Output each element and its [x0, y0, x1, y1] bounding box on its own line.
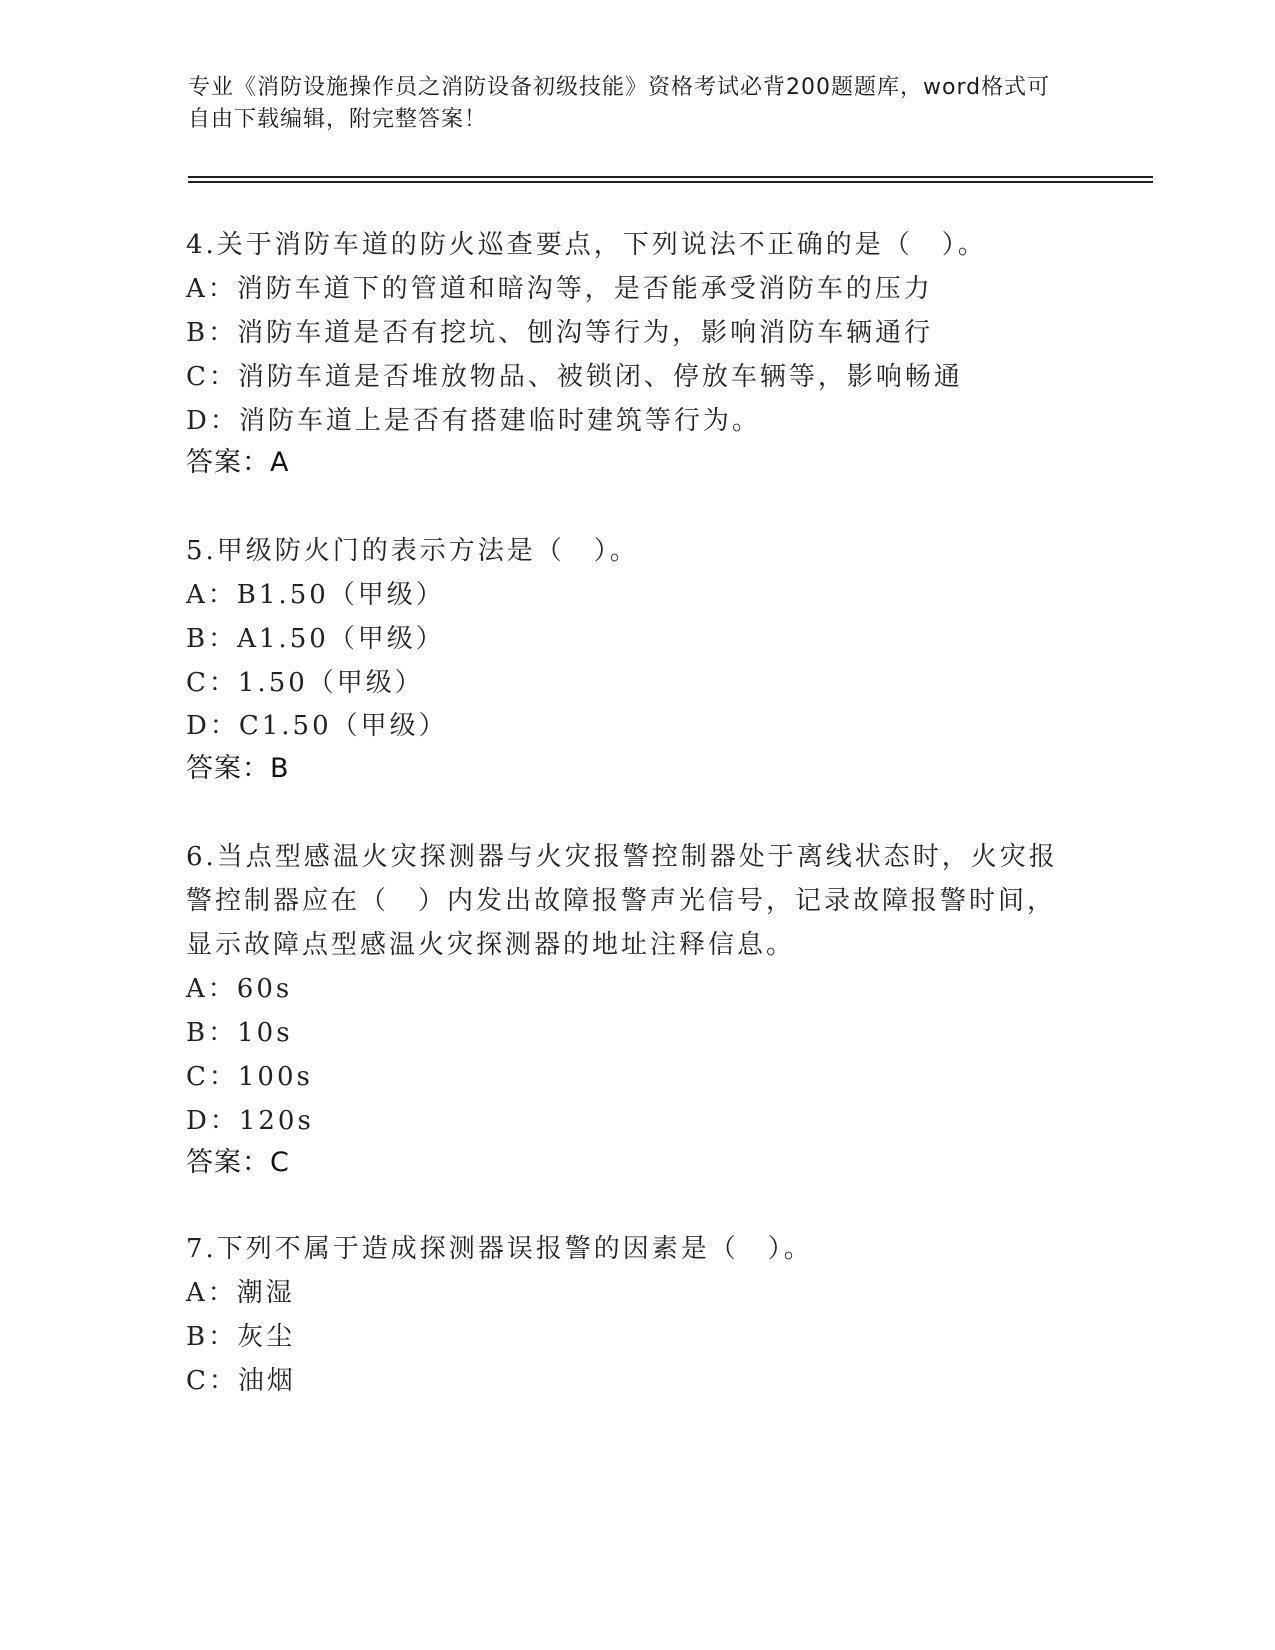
question-6-stem-line-3: 显示故障点型感温火灾探测器的地址注释信息。: [186, 930, 796, 960]
header-divider-top: [188, 176, 1153, 178]
question-4-option-c: C：消防车道是否堆放物品、被锁闭、停放车辆等，影响畅通: [186, 362, 963, 392]
question-5-option-d: D：C1.50（甲级）: [186, 711, 448, 741]
question-7-stem: 7.下列不属于造成探测器误报警的因素是（ ）。: [186, 1234, 813, 1264]
question-5-option-c: C：1.50（甲级）: [186, 668, 424, 698]
document-header: 专业《消防设施操作员之消防设备初级技能》资格考试必背200题题库，word格式可自由下载编辑，附完整答案！: [188, 75, 1051, 132]
question-4-stem: 4.关于消防车道的防火巡查要点，下列说法不正确的是（ ）。: [186, 230, 987, 260]
question-6-option-b: B：10s: [186, 1018, 293, 1048]
header-divider-bottom: [188, 181, 1153, 183]
question-6-option-c: C：100s: [186, 1062, 313, 1092]
question-4-option-b: B：消防车道是否有挖坑、刨沟等行为，影响消防车辆通行: [186, 318, 934, 348]
question-5-option-a: A：B1.50（甲级）: [186, 580, 445, 610]
question-5-answer: 答案：B: [186, 753, 290, 784]
question-7-option-a: A：潮湿: [186, 1278, 295, 1308]
question-4-option-a: A：消防车道下的管道和暗沟等，是否能承受消防车的压力: [186, 274, 933, 304]
question-5-stem: 5.甲级防火门的表示方法是（ ）。: [186, 536, 639, 566]
question-7-option-b: B：灰尘: [186, 1322, 296, 1352]
question-6-option-d: D：120s: [186, 1106, 314, 1136]
question-4-option-d: D：消防车道上是否有搭建临时建筑等行为。: [186, 406, 761, 436]
question-6-stem-line-1: 6.当点型感温火灾探测器与火灾报警控制器处于离线状态时，火灾报: [186, 842, 1058, 872]
question-5-option-b: B：A1.50（甲级）: [186, 624, 445, 654]
question-6-option-a: A：60s: [186, 974, 293, 1004]
question-7-option-c: C：油烟: [186, 1366, 296, 1396]
question-6-answer: 答案：C: [186, 1147, 290, 1178]
question-6-stem-line-2: 警控制器应在（ ）内发出故障报警声光信号，记录故障报警时间，: [186, 886, 1057, 916]
question-4-answer: 答案：A: [186, 447, 290, 478]
